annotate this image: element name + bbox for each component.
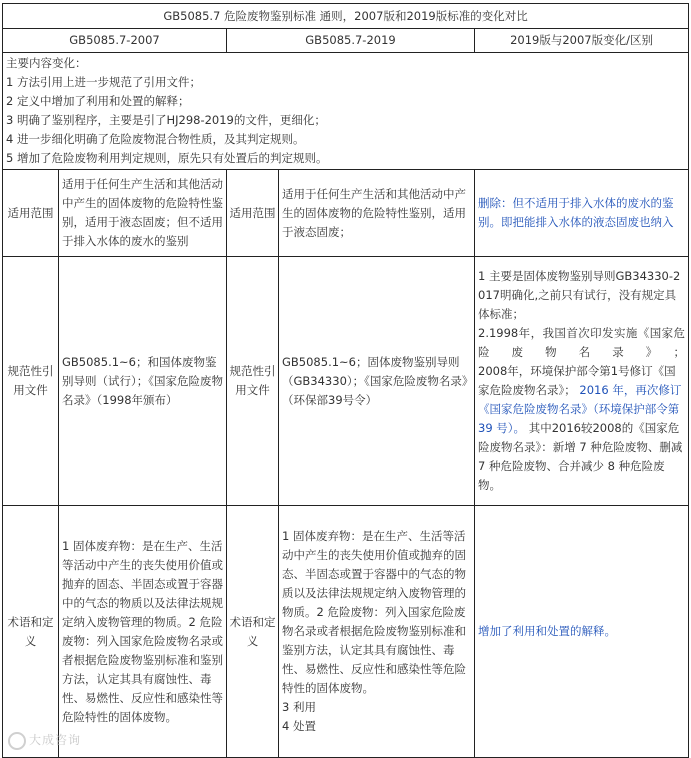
summary-item: 4 进一步细化明确了危险废物混合物性质，及其判定规则。 [6,132,305,146]
table-title: GB5085.7 危险废物鉴别标准 通则，2007版和2019版标准的变化对比 [3,4,689,29]
row-label-2019: 规范性引用文件 [227,257,279,506]
diff-line: 其中2016较2008的《国家危险废物名录》：新增 7 种危险废物、删减 7 种危险废物、合并减少 8 种危险废物。 [478,421,683,492]
content-2019: GB5085.1~6；固体废物鉴别导则（GB34330）；《国家危险废物名录》（环保部39号令） [279,257,475,506]
watermark-logo-icon [8,732,26,750]
watermark [8,731,81,750]
table-row-scope [3,170,689,257]
row-label-2019: 适用范围 [227,170,279,257]
title-row [3,4,689,29]
row-label-2019: 术语和定义 [227,506,279,758]
diff-line: 2.1998年，我国首次印发实施《国家危险废物名录》； [478,326,686,359]
content-2019-extra: 3 利用 [282,700,316,714]
diff-line: 1 主要是固体废物鉴别导则GB34330-2017明确化,之前只有试行，没有规定具体标准； [478,269,681,321]
header-diff: 2019版与2007版变化/区别 [475,29,689,53]
content-2019-text: 1 固体废弃物：是在生产、生活等活动中产生的丧失使用价值或抛弃的固态、半固态或置于容器中的气态的物质以及法律法规规定纳入废物管理的物质。2 危险废物：列入国家危险废物名录或者根据危险废物鉴别标准和鉴别方法，认定其具有腐蚀性、毒性、易燃性、反应性和感染性等危险特性的固体废物。 [282,529,466,695]
content-2019: 适用于任何生产生活和其他活动中产生的固体废物的危险特性鉴别，适用于液态固废； [279,170,475,257]
summary-item: 2 定义中增加了利用和处置的解释； [6,94,190,108]
row-label-2007: 术语和定义 [3,506,59,758]
table-row-references [3,257,689,506]
content-2019-extra: 4 处置 [282,719,316,733]
header-2019: GB5085.7-2019 [227,29,475,53]
content-2007: GB5085.1~6；和国体废物鉴别导则（试行）；《国家危险废物名录》（1998年颁布） [59,257,227,506]
content-2007: 1 固体废弃物：是在生产、生活等活动中产生的丧失使用价值或抛弃的固态、半固态或置于容器中的气态的物质以及法律法规规定纳入废物管理的物质。2 危险废物：列入国家危险废物名录或者根据危险废物鉴别标准和鉴别方法，认定其具有腐蚀性、毒性、易燃性、反应性和感染性等危险特性的固体废物。 [59,506,227,758]
header-2007: GB5085.7-2007 [3,29,227,53]
content-2019 [279,506,475,758]
summary-cell [3,53,689,170]
comparison-table [2,3,689,758]
row-label-2007: 适用范围 [3,170,59,257]
table-row-definitions [3,506,689,758]
summary-item: 5 增加了危险废物利用判定规则，原先只有处置后的判定规则。 [6,151,328,165]
diff-cell: 增加了利用和处置的解释。 [475,506,689,758]
summary-row [3,53,689,170]
summary-item: 3 明确了鉴别程序，主要是引了HJ298-2019的文件，更细化； [6,113,326,127]
content-2007: 适用于任何生产生活和其他活动中产生的固体废物的危险特性鉴别，适用于液态固废；但不适用于排入水体的废水的鉴别 [59,170,227,257]
watermark-text: 大成咨询 [29,733,82,747]
header-row [3,29,689,53]
row-label-2007: 规范性引用文件 [3,257,59,506]
diff-cell [475,257,689,506]
diff-line-highlight: 2016 年，再次修订《国家危险废物名录》（环境保护部令第 39 号）。 [478,383,682,435]
summary-heading: 主要内容变化： [6,56,87,70]
summary-item: 1 方法引用上进一步规范了引用文件； [6,75,201,89]
diff-line: 2008年，环境保护部令第1号修订《国家危险废物名录》； [478,364,676,397]
diff-cell: 删除：但不适用于排入水体的废水的鉴别。即把能排入水体的液态固废也纳入 [475,170,689,257]
